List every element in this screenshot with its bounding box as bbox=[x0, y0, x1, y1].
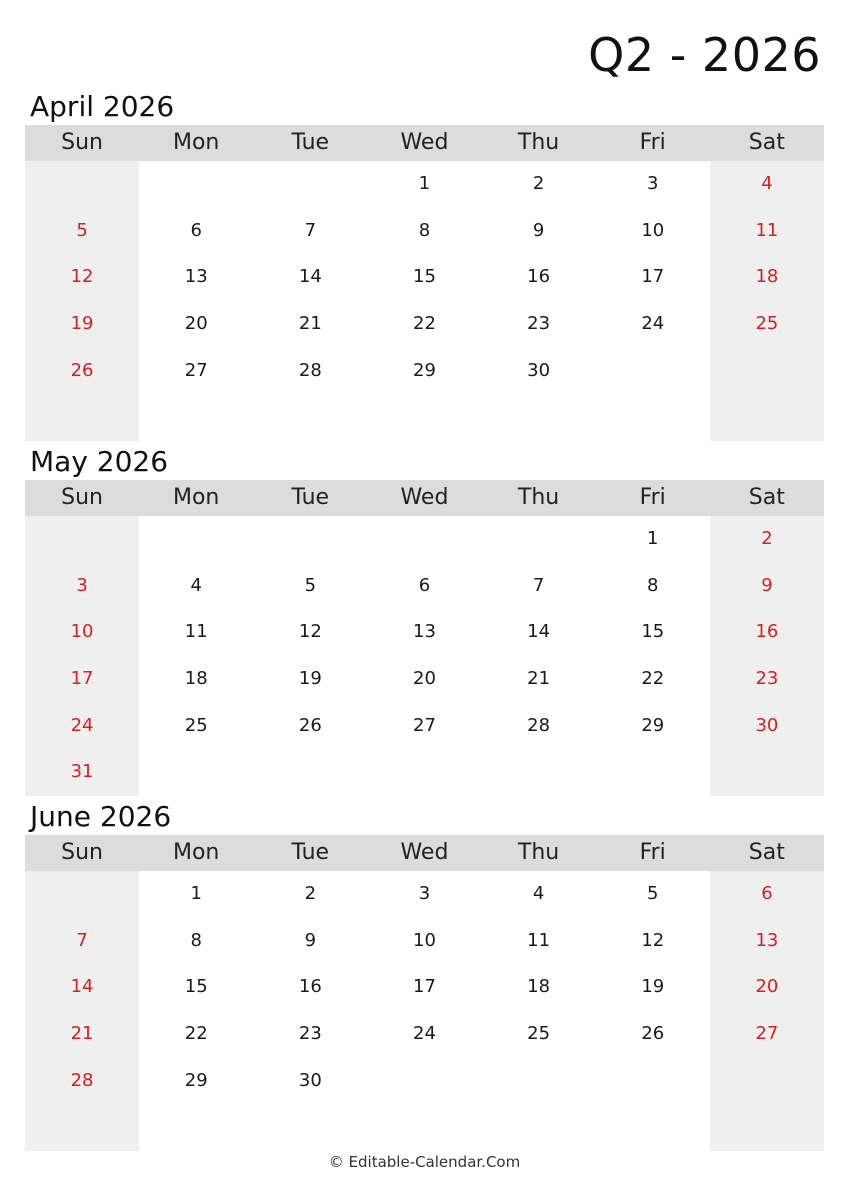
day-cell: 7 bbox=[532, 574, 545, 596]
day-cell: 15 bbox=[413, 266, 436, 288]
weekday-label: Thu bbox=[517, 840, 560, 865]
day-cell: 10 bbox=[413, 929, 436, 951]
empty-day-cell bbox=[367, 1104, 481, 1151]
day-cell: 19 bbox=[70, 313, 94, 335]
day-cell: 18 bbox=[527, 976, 551, 998]
day-cell: 27 bbox=[755, 1023, 779, 1045]
day-cell: 24 bbox=[641, 313, 665, 335]
empty-day-cell bbox=[710, 394, 824, 441]
day-cell: 16 bbox=[527, 266, 551, 288]
day-cell: 12 bbox=[298, 621, 322, 643]
day-cell: 28 bbox=[298, 359, 322, 381]
day-cell: 20 bbox=[184, 313, 208, 335]
day-cell: 28 bbox=[527, 714, 551, 736]
day-cell: 30 bbox=[755, 714, 779, 736]
day-cell: 1 bbox=[647, 528, 659, 549]
day-cell: 15 bbox=[184, 976, 208, 998]
day-cell: 24 bbox=[413, 1023, 436, 1045]
day-cell: 23 bbox=[298, 1023, 322, 1045]
empty-day-cell bbox=[367, 516, 481, 563]
empty-day-cell bbox=[139, 161, 253, 208]
day-grid bbox=[25, 161, 824, 441]
day-cell: 3 bbox=[76, 574, 88, 596]
day-cell: 14 bbox=[70, 976, 94, 998]
day-cell: 29 bbox=[184, 1069, 208, 1091]
month-title: April 2026 bbox=[30, 90, 175, 123]
empty-day-cell bbox=[482, 749, 596, 796]
empty-day-cell bbox=[710, 1058, 824, 1105]
day-cell: 9 bbox=[761, 574, 773, 596]
day-cell: 11 bbox=[755, 219, 779, 241]
day-cell: 8 bbox=[190, 929, 202, 951]
day-cell: 21 bbox=[298, 313, 322, 335]
weekday-label: Tue bbox=[291, 840, 330, 865]
day-cell: 12 bbox=[641, 929, 665, 951]
empty-day-cell bbox=[367, 1058, 481, 1105]
day-cell: 9 bbox=[532, 219, 545, 241]
day-cell: 14 bbox=[298, 266, 322, 288]
day-cell: 18 bbox=[755, 266, 779, 288]
empty-day-cell bbox=[596, 749, 710, 796]
day-cell: 23 bbox=[527, 313, 551, 335]
day-cell: 20 bbox=[413, 668, 436, 690]
day-cell: 1 bbox=[190, 883, 202, 904]
day-cell: 11 bbox=[527, 929, 551, 951]
empty-day-cell bbox=[710, 749, 824, 796]
weekday-label: Sat bbox=[748, 130, 785, 155]
empty-day-cell bbox=[482, 516, 596, 563]
day-cell: 14 bbox=[527, 621, 551, 643]
day-cell: 2 bbox=[304, 883, 317, 904]
empty-day-cell bbox=[596, 394, 710, 441]
empty-day-cell bbox=[139, 394, 253, 441]
empty-day-cell bbox=[25, 161, 139, 208]
weekday-label: Sun bbox=[61, 130, 103, 155]
day-cell: 26 bbox=[298, 714, 322, 736]
weekday-label: Fri bbox=[639, 130, 666, 155]
weekday-label: Wed bbox=[400, 840, 449, 865]
day-cell: 30 bbox=[298, 1069, 322, 1091]
empty-day-cell bbox=[139, 749, 253, 796]
day-cell: 4 bbox=[532, 883, 545, 904]
weekday-label: Sun bbox=[61, 840, 103, 865]
weekday-header-row bbox=[25, 835, 824, 871]
day-cell: 6 bbox=[418, 574, 431, 596]
weekday-label: Mon bbox=[172, 840, 220, 865]
day-cell: 22 bbox=[641, 668, 665, 690]
day-cell: 5 bbox=[304, 574, 317, 596]
weekday-label: Fri bbox=[639, 840, 666, 865]
day-cell: 1 bbox=[418, 173, 431, 194]
day-cell: 2 bbox=[761, 528, 773, 549]
day-cell: 6 bbox=[761, 883, 773, 904]
day-cell: 22 bbox=[184, 1023, 208, 1045]
weekday-label: Mon bbox=[172, 485, 220, 510]
day-cell: 4 bbox=[190, 574, 202, 596]
day-cell: 12 bbox=[70, 266, 94, 288]
empty-day-cell bbox=[367, 394, 481, 441]
weekday-label: Wed bbox=[400, 485, 449, 510]
day-cell: 17 bbox=[70, 668, 94, 690]
footer-credit: © Editable-Calendar.Com bbox=[328, 1153, 521, 1171]
day-cell: 13 bbox=[755, 929, 779, 951]
empty-day-cell bbox=[482, 1104, 596, 1151]
empty-day-cell bbox=[253, 394, 367, 441]
weekday-label: Tue bbox=[291, 485, 330, 510]
empty-day-cell bbox=[482, 1058, 596, 1105]
weekday-label: Sat bbox=[748, 840, 785, 865]
day-cell: 24 bbox=[70, 714, 94, 736]
empty-day-cell bbox=[482, 394, 596, 441]
day-cell: 9 bbox=[304, 929, 317, 951]
empty-day-cell bbox=[25, 1104, 139, 1151]
day-cell: 29 bbox=[641, 714, 665, 736]
day-cell: 8 bbox=[418, 219, 431, 241]
day-cell: 25 bbox=[184, 714, 208, 736]
empty-day-cell bbox=[253, 161, 367, 208]
empty-day-cell bbox=[139, 1104, 253, 1151]
day-cell: 16 bbox=[755, 621, 779, 643]
weekday-label: Mon bbox=[172, 130, 220, 155]
day-cell: 29 bbox=[413, 359, 436, 381]
day-cell: 13 bbox=[413, 621, 436, 643]
weekday-label: Sat bbox=[748, 485, 785, 510]
empty-day-cell bbox=[710, 348, 824, 395]
day-cell: 17 bbox=[641, 266, 665, 288]
day-cell: 28 bbox=[70, 1069, 94, 1091]
empty-day-cell bbox=[25, 871, 139, 918]
empty-day-cell bbox=[596, 348, 710, 395]
day-cell: 18 bbox=[184, 668, 208, 690]
day-cell: 27 bbox=[413, 714, 436, 736]
weekday-label: Wed bbox=[400, 130, 449, 155]
day-cell: 8 bbox=[647, 574, 659, 596]
weekday-label: Sun bbox=[61, 485, 103, 510]
day-cell: 19 bbox=[298, 668, 322, 690]
empty-day-cell bbox=[25, 516, 139, 563]
weekday-header-row bbox=[25, 480, 824, 516]
day-cell: 5 bbox=[76, 219, 88, 241]
day-cell: 25 bbox=[755, 313, 779, 335]
day-cell: 20 bbox=[755, 976, 779, 998]
day-cell: 10 bbox=[641, 219, 665, 241]
day-cell: 11 bbox=[184, 621, 208, 643]
day-cell: 21 bbox=[70, 1023, 94, 1045]
day-cell: 27 bbox=[184, 359, 208, 381]
day-cell: 31 bbox=[70, 761, 94, 783]
day-cell: 5 bbox=[647, 883, 659, 904]
day-cell: 10 bbox=[70, 621, 94, 643]
weekday-header-row bbox=[25, 125, 824, 161]
day-cell: 19 bbox=[641, 976, 665, 998]
day-cell: 16 bbox=[298, 976, 322, 998]
empty-day-cell bbox=[253, 1104, 367, 1151]
weekday-label: Thu bbox=[517, 485, 560, 510]
day-cell: 7 bbox=[304, 219, 317, 241]
day-cell: 4 bbox=[761, 173, 773, 194]
weekday-label: Fri bbox=[639, 485, 666, 510]
day-cell: 30 bbox=[527, 359, 551, 381]
empty-day-cell bbox=[139, 516, 253, 563]
day-cell: 25 bbox=[527, 1023, 551, 1045]
empty-day-cell bbox=[596, 1058, 710, 1105]
day-cell: 13 bbox=[184, 266, 208, 288]
day-cell: 15 bbox=[641, 621, 665, 643]
day-cell: 26 bbox=[70, 359, 94, 381]
day-cell: 3 bbox=[647, 173, 659, 194]
day-cell: 26 bbox=[641, 1023, 665, 1045]
empty-day-cell bbox=[253, 516, 367, 563]
day-cell: 2 bbox=[532, 173, 545, 194]
day-cell: 21 bbox=[527, 668, 551, 690]
month-title: June 2026 bbox=[30, 800, 172, 833]
day-cell: 6 bbox=[190, 219, 202, 241]
day-grid bbox=[25, 871, 824, 1151]
day-cell: 3 bbox=[418, 883, 431, 904]
empty-day-cell bbox=[25, 394, 139, 441]
day-cell: 17 bbox=[413, 976, 436, 998]
empty-day-cell bbox=[596, 1104, 710, 1151]
day-cell: 22 bbox=[413, 313, 436, 335]
day-cell: 7 bbox=[76, 929, 88, 951]
empty-day-cell bbox=[253, 749, 367, 796]
page-title: Q2 - 2026 bbox=[588, 28, 821, 82]
empty-day-cell bbox=[710, 1104, 824, 1151]
day-cell: 23 bbox=[755, 668, 779, 690]
day-grid bbox=[25, 516, 824, 796]
empty-day-cell bbox=[367, 749, 481, 796]
month-title: May 2026 bbox=[30, 445, 169, 478]
weekday-label: Tue bbox=[291, 130, 330, 155]
weekday-label: Thu bbox=[517, 130, 560, 155]
